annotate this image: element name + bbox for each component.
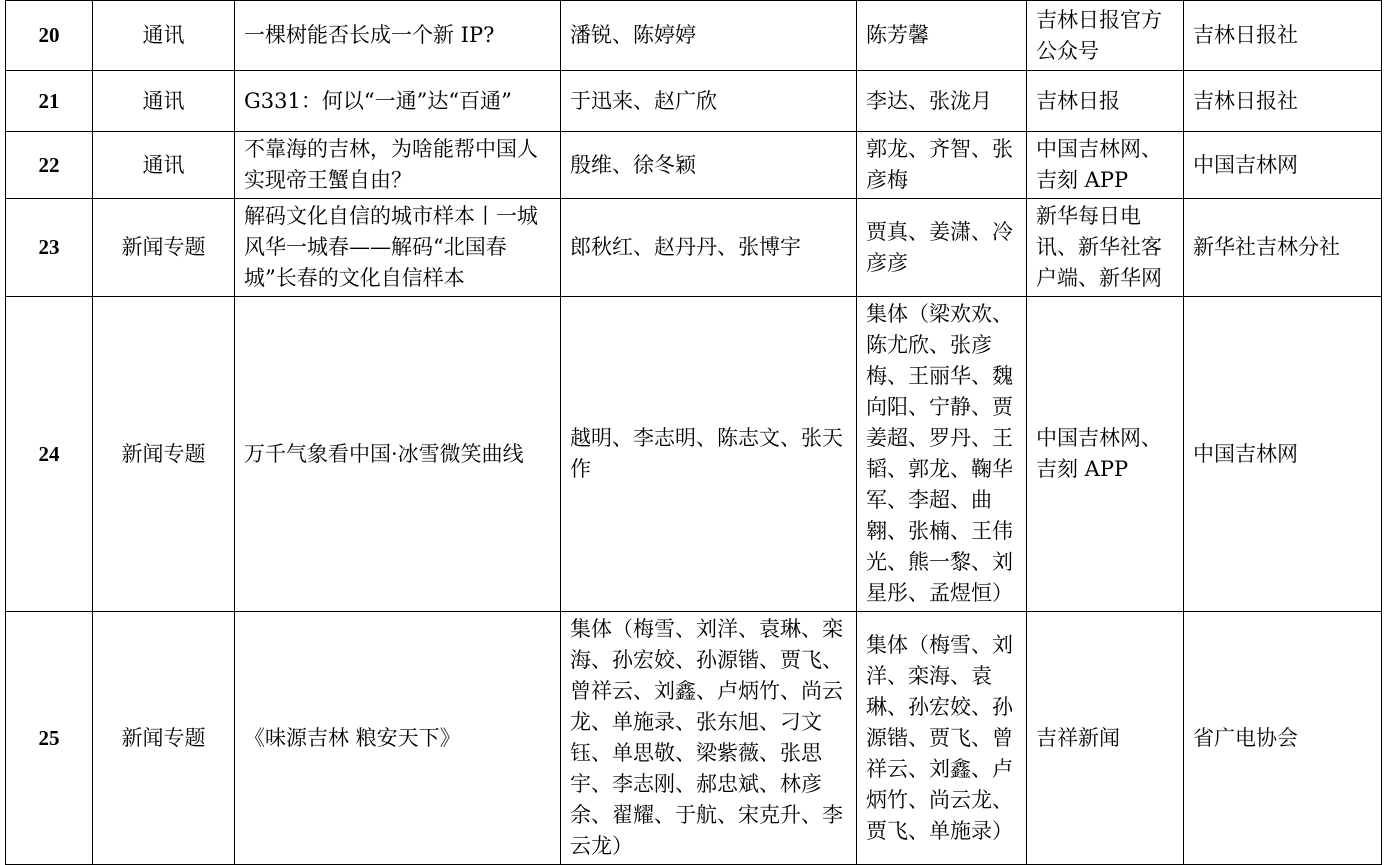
entry-authors: 潘锐、陈婷婷 [561,1,857,71]
table-row [6,71,1382,132]
table-row [6,199,1382,297]
row-number: 22 [6,132,93,199]
entry-type: 通讯 [93,1,235,71]
entry-publisher: 中国吉林网、吉刻 APP [1027,297,1184,612]
table-row [6,297,1382,612]
entry-unit: 省广电协会 [1184,612,1382,865]
entry-authors: 郎秋红、赵丹丹、张博宇 [561,199,857,297]
entry-type: 通讯 [93,71,235,132]
entry-editors: 贾真、姜潇、冷彦彦 [857,199,1027,297]
entry-title: 《味源吉林 粮安天下》 [235,612,561,865]
entry-title: G331：何以“一通”达“百通” [235,71,561,132]
entry-type: 新闻专题 [93,199,235,297]
entry-unit: 中国吉林网 [1184,132,1382,199]
entry-type: 新闻专题 [93,297,235,612]
entry-unit: 中国吉林网 [1184,297,1382,612]
entry-authors: 殷维、徐冬颖 [561,132,857,199]
entry-editors: 集体（梅雪、刘洋、栾海、袁琳、孙宏姣、孙源锴、贾飞、曾祥云、刘鑫、卢炳竹、尚云龙、贾飞、单施录） [857,612,1027,865]
entry-publisher: 新华每日电讯、新华社客户端、新华网 [1027,199,1184,297]
entry-publisher: 中国吉林网、吉刻 APP [1027,132,1184,199]
entry-type: 新闻专题 [93,612,235,865]
entry-editors: 陈芳馨 [857,1,1027,71]
entry-unit: 吉林日报社 [1184,1,1382,71]
entry-title: 解码文化自信的城市样本丨一城风华一城春——解码“北国春城”长春的文化自信样本 [235,199,561,297]
entry-title: 不靠海的吉林，为啥能帮中国人实现帝王蟹自由？ [235,132,561,199]
entry-editors: 集体（梁欢欢、陈尤欣、张彦梅、王丽华、魏向阳、宁静、贾姜超、罗丹、王韬、郭龙、鞠华军、李超、曲翱、张楠、王伟光、熊一黎、刘星彤、孟煜恒） [857,297,1027,612]
entry-editors: 李达、张泷月 [857,71,1027,132]
row-number: 20 [6,1,93,71]
entry-title: 万千气象看中国·冰雪微笑曲线 [235,297,561,612]
table-row [6,1,1382,71]
entry-publisher: 吉林日报官方公众号 [1027,1,1184,71]
table-row [6,132,1382,199]
row-number: 21 [6,71,93,132]
entry-authors: 集体（梅雪、刘洋、袁琳、栾海、孙宏姣、孙源锴、贾飞、曾祥云、刘鑫、卢炳竹、尚云龙、单施录、张东旭、刁文钰、单思敬、梁紫薇、张思宇、李志刚、郝忠斌、林彦余、翟耀、于航、宋克升、李云龙） [561,612,857,865]
entry-type: 通讯 [93,132,235,199]
row-number: 24 [6,297,93,612]
entry-editors: 郭龙、齐智、张彦梅 [857,132,1027,199]
entry-authors: 越明、李志明、陈志文、张天作 [561,297,857,612]
row-number: 25 [6,612,93,865]
entry-unit: 新华社吉林分社 [1184,199,1382,297]
entry-title: 一棵树能否长成一个新 IP? [235,1,561,71]
row-number: 23 [6,199,93,297]
awards-table [5,0,1382,865]
table-row [6,612,1382,865]
entry-authors: 于迅来、赵广欣 [561,71,857,132]
entry-unit: 吉林日报社 [1184,71,1382,132]
entry-publisher: 吉林日报 [1027,71,1184,132]
entry-publisher: 吉祥新闻 [1027,612,1184,865]
